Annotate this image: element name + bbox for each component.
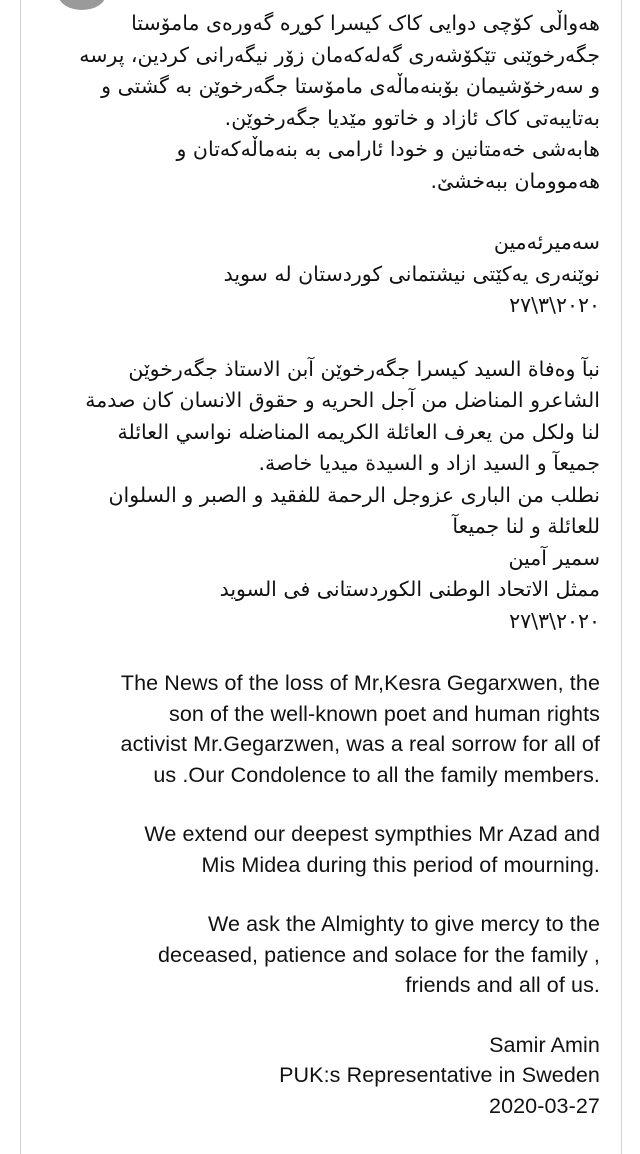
- message-content: [22, 0, 600, 1121]
- english-line: The News of the loss of Mr,Kesra Gegarxwen, the: [120, 671, 600, 695]
- english-paragraph-2: [22, 819, 600, 880]
- english-line: We ask the Almighty to give mercy to the: [208, 912, 600, 936]
- kurdish-line: هەواڵی کۆچی دوایی کاک کیسرا کوڕە گەورەی مامۆستا: [131, 11, 600, 35]
- arabic-signature-title: ممثل الاتحاد الوطنی الكوردستانی فی السوید: [219, 577, 600, 601]
- arabic-line: الشاعرو المناضل من آجل الحریه و حقوق الانسان کان صدمة: [85, 388, 600, 412]
- english-date: 2020-03-27: [489, 1093, 600, 1118]
- english-line: son of the well-known poet and human rights: [169, 701, 600, 726]
- kurdish-date: ٢٠٢٠\٣\٢٧: [509, 293, 600, 317]
- arabic-message: [22, 354, 600, 638]
- kurdish-signature-title: نوێنەری یەکێتی نیشتمانی کوردستان لە سوید: [223, 261, 600, 286]
- english-line: us .Our Condolence to all the family members.: [153, 762, 600, 787]
- kurdish-line: هابەشی خەمتانین و خودا ئارامی بە بنەماڵەکەتان و: [176, 137, 600, 161]
- english-paragraph-3: [22, 909, 600, 1001]
- kurdish-line: بەتایبەتی کاک ئازاد و خاتوو مێدیا جگەرخوێن.: [224, 105, 600, 130]
- kurdish-line: هەموومان ببەخشێ.: [430, 168, 600, 193]
- english-line: Mis Midea during this period of mourning.: [201, 852, 600, 877]
- arabic-line: جمیعآ و السید ازاد و السیدة میدیا خاصة.: [258, 451, 600, 475]
- english-line: activist Mr.Gegarzwen, was a real sorrow for all of: [120, 732, 600, 756]
- arabic-line: للعائلة و لنا جمیعآ: [452, 514, 600, 538]
- kurdish-message: [22, 0, 600, 197]
- arabic-line: نبآ وەفاة السید کیسرا جگەرخوێن آبن الاستاذ جگەرخوێن: [128, 356, 600, 381]
- english-line: We extend our deepest sympthies Mr Azad and: [144, 822, 600, 846]
- english-signature-name: Samir Amin: [489, 1032, 600, 1057]
- kurdish-signature-name: سەمیرئەمین: [493, 230, 600, 254]
- kurdish-line: جگەرخوێنی تێکۆشەری گەلەکەمان زۆر نیگەرانی کردین، پرسە: [79, 42, 600, 67]
- english-signature-title: PUK:s Representative in Sweden: [279, 1063, 600, 1087]
- kurdish-signature: [22, 227, 600, 322]
- right-border: [621, 0, 622, 1154]
- arabic-line: لنا ولكل من یعرف العائلة الكریمه المناضله نواسي العائلة: [117, 419, 600, 444]
- english-paragraph-1: [22, 668, 600, 790]
- kurdish-line: و سەرخۆشیمان بۆبنەماڵەی مامۆستا جگەرخوێن بە گشتی و: [101, 74, 600, 98]
- english-line: friends and all of us.: [405, 973, 600, 997]
- english-signature: [22, 1030, 600, 1122]
- arabic-date: ٢٠٢٠\٣\٢٧: [509, 608, 600, 633]
- left-border: [20, 0, 21, 1154]
- arabic-signature-name: سمیر آمین: [508, 545, 600, 570]
- english-line: deceased, patience and solace for the family ,: [157, 942, 600, 967]
- arabic-line: نطلب من الباری عزوجل الرحمة للفقید و الصبر و السلوان: [108, 482, 600, 507]
